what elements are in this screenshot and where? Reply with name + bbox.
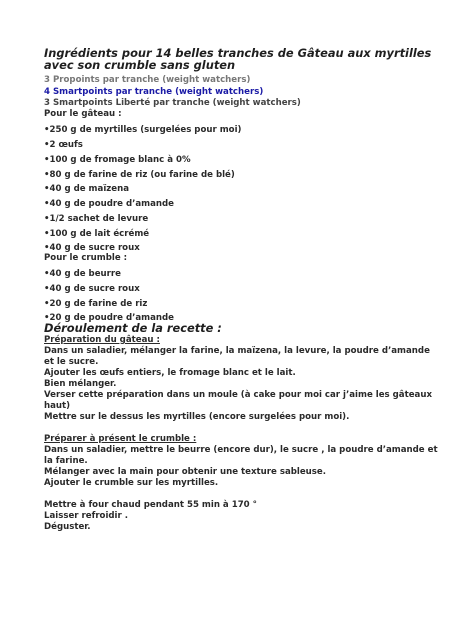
final-step-line: Mettre à four chaud pendant 55 min à 170 ° [44, 500, 257, 510]
recipe-title-line2: avec son crumble sans gluten [44, 58, 236, 72]
final-step-line: Déguster. [44, 522, 91, 532]
deroulement-heading: Déroulement de la recette : [44, 321, 222, 335]
prep-gateau-line: et le sucre. [44, 357, 99, 367]
crumble-item: •20 g de farine de riz [44, 299, 148, 309]
ingredient-item: •100 g de fromage blanc à 0% [44, 155, 191, 165]
prep-crumble-line: Mélanger avec la main pour obtenir une texture sableuse. [44, 467, 326, 477]
crumble-heading: Pour le crumble : [44, 253, 128, 263]
prep-gateau-title: Préparation du gâteau : [44, 335, 160, 345]
prep-gateau-line: Verser cette préparation dans un moule (à cake pour moi car j’aime les gâteaux [44, 390, 432, 400]
prep-crumble-title: Préparer à présent le crumble : [44, 434, 197, 444]
crumble-item: •40 g de beurre [44, 269, 121, 279]
crumble-item: •40 g de sucre roux [44, 284, 140, 294]
smartpoints-liberte-line: 3 Smartpoints Liberté par tranche (weight watchers) [44, 98, 301, 108]
prep-gateau-line: Dans un saladier, mélanger la farine, la maïzena, la levure, la poudre d’amande [44, 346, 430, 356]
smartpoints-line: 4 Smartpoints par tranche (weight watchers) [44, 87, 264, 97]
ingredient-item: •250 g de myrtilles (surgelées pour moi) [44, 125, 242, 135]
ingredient-item: •40 g de poudre d’amande [44, 199, 175, 209]
ingredient-item: •1/2 sachet de levure [44, 214, 149, 224]
ingredient-item: •100 g de lait écrémé [44, 229, 150, 239]
recipe-title-line1: Ingrédients pour 14 belles tranches de Gâteau aux myrtilles [44, 46, 432, 60]
final-step-line: Laisser refroidir . [44, 511, 128, 521]
prep-crumble-line: Ajouter le crumble sur les myrtilles. [44, 478, 219, 488]
ingredient-item: •2 œufs [44, 140, 83, 150]
gateau-heading: Pour le gâteau : [44, 109, 122, 119]
propoints-line: 3 Propoints par tranche (weight watchers) [44, 75, 251, 85]
crumble-item: •20 g de poudre d’amande [44, 313, 175, 323]
prep-gateau-line: Bien mélanger. [44, 379, 117, 389]
prep-gateau-line: Mettre sur le dessus les myrtilles (encore surgelées pour moi). [44, 412, 350, 422]
prep-crumble-line: la farine. [44, 456, 88, 466]
ingredient-item: •40 g de sucre roux [44, 243, 140, 253]
ingredient-item: •40 g de maïzena [44, 184, 130, 194]
ingredient-item: •80 g de farine de riz (ou farine de blé) [44, 170, 235, 180]
prep-gateau-line: haut) [44, 401, 71, 411]
prep-crumble-line: Dans un saladier, mettre le beurre (encore dur), le sucre , la poudre d’amande et [44, 445, 438, 455]
prep-gateau-line: Ajouter les œufs entiers, le fromage blanc et le lait. [44, 368, 296, 378]
